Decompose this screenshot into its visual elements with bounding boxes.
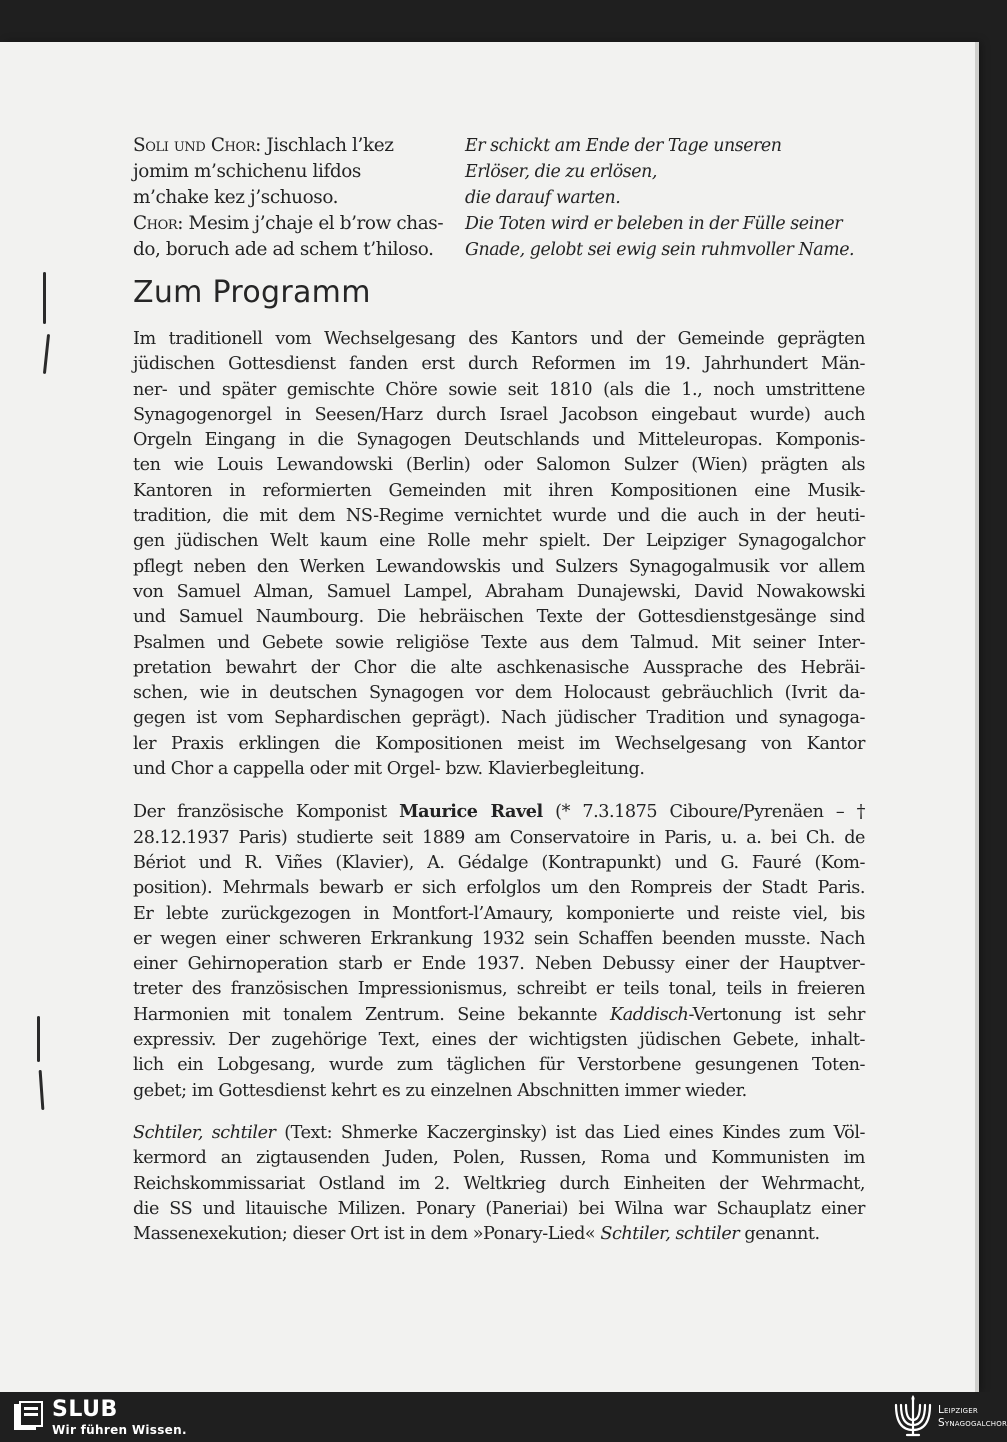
text-line: Orgeln Eingang in die Synagogen Deutschlands und Mitteleuropas. Komponis- (133, 430, 865, 451)
page-text (133, 133, 865, 1264)
text-line: Kantoren in reformierten Gemeinden mit ihren Kompositionen eine Musik- (133, 480, 865, 501)
program-notes (133, 327, 865, 1247)
text-line: pretation bewahrt der Chor die alte aschkenasische Aussprache des Hebräi- (133, 657, 865, 678)
slub-logo-icon (12, 1400, 44, 1432)
synagogalchor-name (938, 1404, 1007, 1430)
text-line: und Chor a cappella oder mit Orgel- bzw. Klavierbegleitung. (133, 759, 645, 780)
lyrics-german-translation (465, 133, 865, 263)
binding-stitch-1 (43, 272, 46, 324)
text-line: von Samuel Alman, Samuel Lampel, Abraham Dunajewski, David Nowakowski (133, 581, 865, 602)
text-line: Schtiler, schtiler (Text: Shmerke Kaczerginsky) ist das Lied eines Kindes zum Völ- (133, 1122, 865, 1143)
footer-bar (0, 1392, 1007, 1442)
menorah-logo-icon (893, 1395, 933, 1439)
italic-title: Schtiler, schtiler (600, 1224, 740, 1245)
lyrics-block (133, 133, 865, 263)
text-line: Synagogenorgel in Seesen/Harz durch Israel Jacobson eingebaut wurde) auch (133, 404, 865, 425)
section-title: Zum Programm (133, 275, 371, 310)
binding-stitch-3 (37, 1016, 40, 1062)
text-line: tradition, die mit dem NS-Regime vernichtet wurde und die auch in der heuti- (133, 506, 865, 527)
text-line: Harmonien mit tonalem Zentrum. Seine bekannte Kaddisch-Vertonung ist sehr (133, 1004, 865, 1025)
lyrics-left-line: Chor: Mesim j’chaje el b’row chas- (133, 213, 444, 234)
text-line: Massenexekution; dieser Ort ist in dem »Ponary-Lied« Schtiler, schtiler genannt. (133, 1224, 820, 1245)
lyrics-right-line: Gnade, gelobt sei ewig sein ruhmvoller Name. (465, 240, 855, 260)
text-line: er wegen einer schweren Erkrankung 1932 sein Schaffen beenden musste. Nach (133, 928, 865, 949)
text-line: jüdischen Gottesdienst fanden erst durch Reformen im 19. Jahrhundert Män- (133, 354, 865, 375)
italic-title: Schtiler, schtiler (133, 1122, 276, 1143)
speaker-label: Soli und Chor (133, 135, 256, 156)
italic-title: Kaddisch (610, 1004, 689, 1025)
text-line: Im traditionell vom Wechselgesang des Kantors und der Gemeinde geprägten (133, 329, 865, 349)
speaker-label: Chor (133, 213, 178, 234)
page-edge (975, 42, 979, 1392)
lyrics-left-line: m’chake kez j’schuoso. (133, 187, 339, 208)
chor-line-2: Synagogalchor (938, 1417, 1007, 1429)
lyrics-right-line: Die Toten wird er beleben in der Fülle seiner (465, 214, 843, 234)
text-line: lich ein Lobgesang, wurde zum täglichen für Verstorbene gesungenen Toten- (133, 1055, 865, 1076)
lyrics-right-line: Erlöser, die zu erlösen, (465, 162, 657, 182)
text-line: ten wie Louis Lewandowski (Berlin) oder Salomon Sulzer (Wien) prägten als (133, 455, 865, 476)
slub-tagline: Wir führen Wissen. (52, 1423, 187, 1437)
text-line: ner- und später gemischte Chöre sowie seit 1810 (als die 1., noch umstrittene (133, 379, 865, 400)
bold-name: Maurice Ravel (399, 801, 543, 823)
lyrics-left-line: Soli und Chor: Jischlach l’kez (133, 135, 394, 156)
text-line: Er lebte zurückgezogen in Montfort-l’Amaury, komponierte und reiste viel, bis (133, 903, 865, 924)
paragraph (133, 1121, 865, 1247)
chor-line-1: Leipziger (938, 1404, 978, 1416)
text-line: ler Praxis erklingen die Kompositionen meist im Wechselgesang von Kantor (133, 733, 865, 754)
lyrics-right-line: die darauf warten. (465, 188, 621, 208)
paragraph (133, 799, 865, 1104)
text-line: Reichskommissariat Ostland im 2. Weltkrieg durch Einheiten der Wehrmacht, (133, 1173, 865, 1194)
text-line: einer Gehirnoperation starb er Ende 1937. Neben Debussy einer der Hauptver- (133, 954, 865, 975)
text-line: gen jüdischen Welt kaum eine Rolle mehr spielt. Der Leipziger Synagogalchor (133, 531, 865, 552)
lyrics-left-line: jomim m’schichenu lifdos (133, 161, 361, 182)
text-line: Psalmen und Gebete sowie religiöse Texte aus dem Talmud. Mit seiner Inter- (133, 632, 865, 653)
text-line: Bériot und R. Viñes (Klavier), A. Gédalge (Kontrapunkt) und G. Fauré (Kom- (133, 852, 865, 873)
lyrics-left-line: do, boruch ade ad schem t’hiloso. (133, 239, 434, 260)
lyrics-hebrew-transliteration (133, 133, 463, 263)
slub-name: SLUB (52, 1397, 118, 1422)
text-line: Der französische Komponist Maurice Ravel (* 7.3.1875 Ciboure/Pyrenäen – † (133, 801, 865, 823)
lyrics-right-line: Er schickt am Ende der Tage unseren (465, 136, 782, 156)
paragraph (133, 327, 865, 782)
text-line: pflegt neben den Werken Lewandowskis und Sulzers Synagogalmusik vor allem (133, 556, 865, 577)
text-line: und Samuel Naumbourg. Die hebräischen Texte der Gottesdienstgesänge sind (133, 607, 865, 628)
text-line: kermord an zigtausenden Juden, Polen, Russen, Roma und Kommunisten im (133, 1148, 865, 1169)
text-line: schen, wie in deutschen Synagogen vor dem Holocaust gebräuchlich (Ivrit da- (133, 683, 865, 704)
text-line: gebet; im Gottesdienst kehrt es zu einzelnen Abschnitten immer wieder. (133, 1080, 747, 1101)
text-line: position). Mehrmals bewarb er sich erfolglos um den Rompreis der Stadt Paris. (133, 878, 865, 899)
text-line: treter des französischen Impressionismus, schreibt er teils tonal, teils in freieren (133, 979, 865, 1000)
text-line: expressiv. Der zugehörige Text, eines der wichtigsten jüdischen Gebete, inhalt- (133, 1030, 865, 1051)
text-line: 28.12.1937 Paris) studierte seit 1889 am Conservatoire in Paris, u. a. bei Ch. de (133, 827, 865, 848)
text-line: die SS und litauische Milizen. Ponary (Paneriai) bei Wilna war Schauplatz einer (133, 1198, 865, 1219)
text-line: gegen ist vom Sephardischen geprägt). Nach jüdischer Tradition und synagoga- (133, 708, 865, 729)
